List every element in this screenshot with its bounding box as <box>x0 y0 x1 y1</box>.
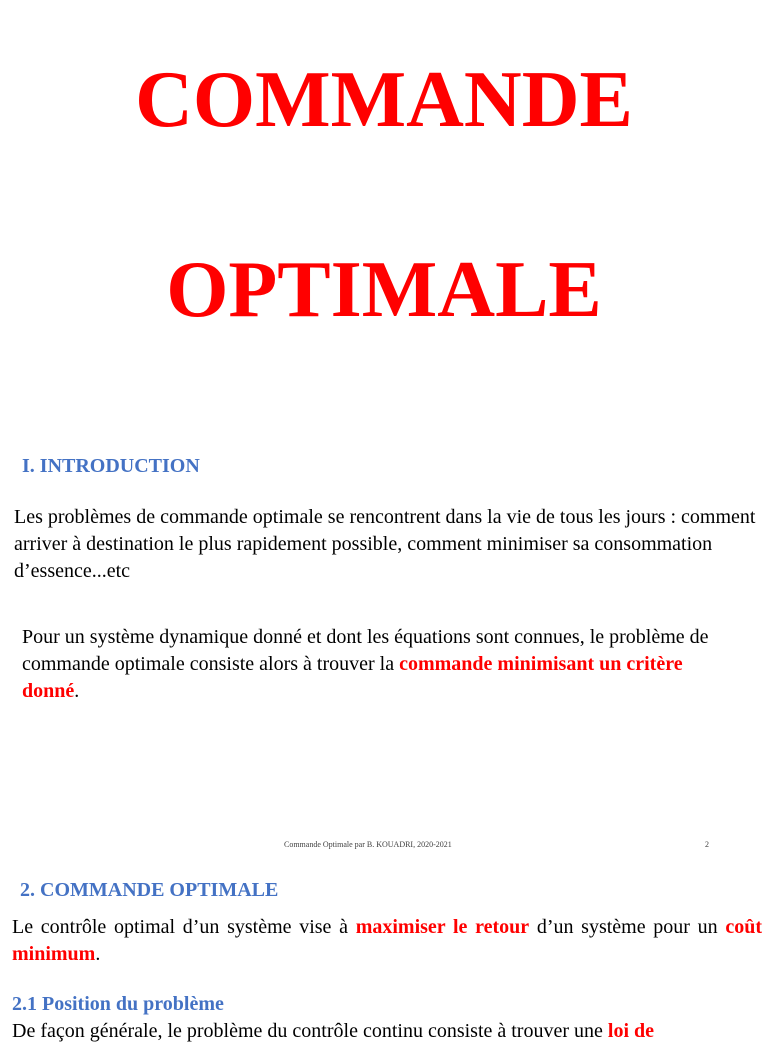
cut-off-paragraph <box>12 1018 654 1045</box>
intro-paragraph-1: Les problèmes de commande optimale se rencontrent dans la vie de tous les jours : comment arriver à destination le plus rapidement possible, comment minimiser sa consommation d’essence...etc <box>14 506 756 582</box>
footer-text: Commande Optimale par B. KOUADRI, 2020-2021 <box>284 840 452 849</box>
section-2-text-c: . <box>95 943 101 965</box>
cut-off-text: De façon générale, le problème du contrôle continu consiste à trouver une <box>12 1020 608 1042</box>
intro-paragraph-2-text: Pour un système dynamique donné et dont les équations sont connues, le problème de commande optimale consiste alors à trouver la <box>22 626 709 675</box>
title-line-2: OPTIMALE <box>166 246 602 334</box>
intro-heading: I. INTRODUCTION <box>22 455 200 477</box>
section-2-heading: 2. COMMANDE OPTIMALE <box>20 879 279 901</box>
intro-paragraph-2-end: . <box>74 680 80 702</box>
intro-paragraph-2 <box>22 624 712 705</box>
section-2-text-b: d’un système pour un <box>529 916 726 938</box>
cut-off-highlight: loi de <box>607 1020 655 1042</box>
title-line-1: COMMANDE <box>135 56 633 144</box>
section-2-paragraph <box>12 914 762 968</box>
section-2-highlight-2: coût minimum <box>12 916 762 965</box>
section-2-text-a: Le contrôle optimal d’un système vise à <box>12 916 356 938</box>
section-2-highlight-1: maximiser le retour <box>355 916 530 938</box>
footer-page-number: 2 <box>705 840 709 849</box>
subsection-heading: 2.1 Position du problème <box>12 993 224 1015</box>
intro-highlight: commande minimisant un critère donné <box>22 653 683 702</box>
